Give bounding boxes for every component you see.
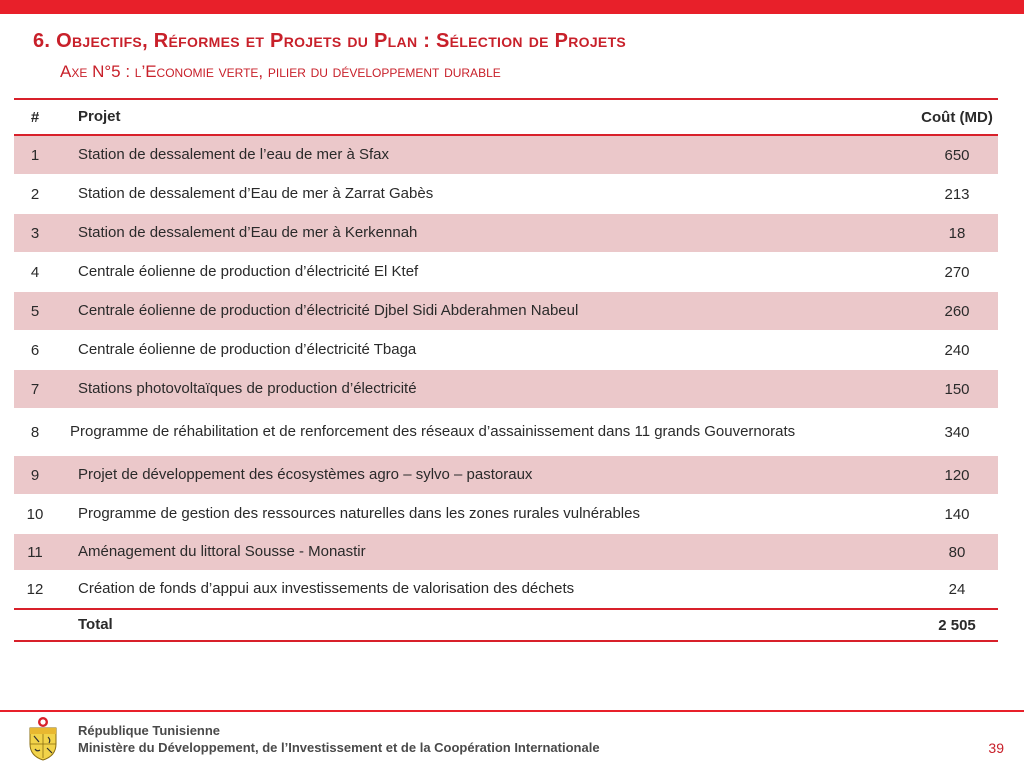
table-row	[14, 456, 998, 494]
row-project: Station de dessalement d’Eau de mer à Kerkennah	[78, 224, 418, 241]
row-project: Centrale éolienne de production d’électricité Tbaga	[78, 341, 417, 358]
column-header-project: Projet	[78, 108, 121, 125]
table-row	[14, 252, 998, 292]
column-header-number: #	[30, 108, 40, 126]
table-row	[14, 494, 998, 534]
row-project: Aménagement du littoral Sousse - Monastir	[78, 543, 366, 560]
table-total-row	[14, 608, 998, 642]
row-cost: 240	[944, 341, 970, 359]
row-number: 7	[30, 380, 40, 398]
row-cost: 120	[944, 466, 970, 484]
row-number: 1	[30, 146, 40, 164]
top-accent-bar	[0, 0, 1024, 14]
row-cost: 18	[948, 224, 966, 242]
total-cost: 2 505	[938, 616, 976, 634]
row-cost: 150	[944, 380, 970, 398]
table-row	[14, 292, 998, 330]
slide-title: 6. Objectifs, Réformes et Projets du Plan : Sélection de Projets	[33, 30, 627, 52]
row-cost: 140	[944, 505, 970, 523]
table-row	[14, 174, 998, 214]
total-label: Total	[78, 616, 113, 633]
slide-subtitle: Axe N°5 : l’Economie verte, pilier du développement durable	[60, 62, 501, 81]
table-row	[14, 570, 998, 608]
row-cost: 213	[944, 185, 970, 203]
row-cost: 340	[944, 423, 970, 441]
footer-institution	[78, 722, 600, 756]
page-number: 39	[988, 740, 1004, 756]
row-project: Centrale éolienne de production d’électricité El Ktef	[78, 263, 419, 280]
table-header	[14, 100, 998, 136]
table-row	[14, 136, 998, 174]
footer-divider	[0, 710, 1024, 712]
row-project: Centrale éolienne de production d’électricité Djbel Sidi Abderahmen Nabeul	[78, 302, 579, 319]
row-project: Création de fonds d’appui aux investissements de valorisation des déchets	[78, 580, 575, 597]
row-number: 8	[30, 423, 40, 441]
table-row	[14, 408, 998, 456]
table-row	[14, 370, 998, 408]
row-number: 5	[30, 302, 40, 320]
table-row	[14, 330, 998, 370]
row-cost: 260	[944, 302, 970, 320]
table-row	[14, 534, 998, 570]
row-number: 3	[30, 224, 40, 242]
row-project: Station de dessalement d’Eau de mer à Zarrat Gabès	[78, 185, 434, 202]
projects-table	[14, 98, 998, 642]
row-project: Stations photovoltaïques de production d’électricité	[78, 380, 417, 397]
row-project: Programme de gestion des ressources naturelles dans les zones rurales vulnérables	[78, 505, 640, 522]
row-number: 9	[30, 466, 40, 484]
row-number: 2	[30, 185, 40, 203]
column-header-cost: Coût (MD)	[921, 108, 993, 126]
row-number: 10	[26, 505, 44, 523]
row-cost: 650	[944, 146, 970, 164]
row-project: Programme de réhabilitation et de renforcement des réseaux d’assainissement dans 11 grands Gouvernorats	[70, 423, 796, 440]
footer-ministry: Ministère du Développement, de l’Investissement et de la Coopération Internationale	[78, 740, 600, 755]
row-cost: 270	[944, 263, 970, 281]
row-number: 4	[30, 263, 40, 281]
row-project: Station de dessalement de l’eau de mer à Sfax	[78, 146, 390, 163]
table-row	[14, 214, 998, 252]
footer-country: République Tunisienne	[78, 723, 221, 738]
row-number: 6	[30, 341, 40, 359]
row-number: 11	[27, 543, 43, 561]
row-project: Projet de développement des écosystèmes agro – sylvo – pastoraux	[78, 466, 533, 483]
tunisia-emblem-icon	[24, 716, 62, 762]
row-number: 12	[26, 580, 44, 598]
row-cost: 24	[948, 580, 966, 598]
row-cost: 80	[948, 543, 966, 561]
